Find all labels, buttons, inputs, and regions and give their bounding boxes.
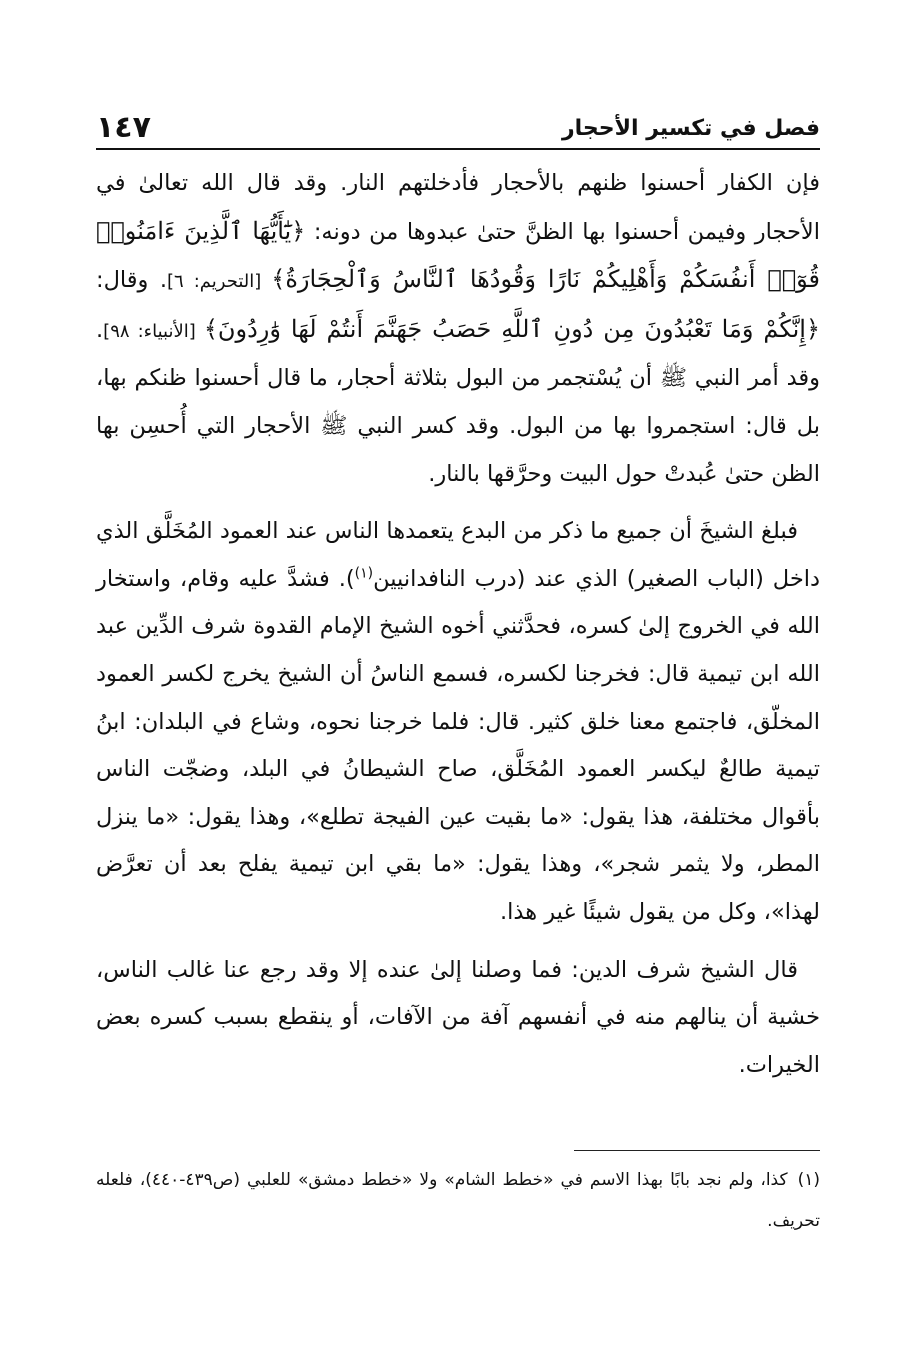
footnote-text: كذا، ولم نجد بابًا بهذا الاسم في «خطط الشام» ولا «خطط دمشق» للعلبي (ص٤٣٩-٤٤٠)، فلعله تحريف. [96, 1170, 820, 1231]
paragraph-1-text-a: فإن الكفار أحسنوا ظنهم بالأحجار فأدخلتهم النار. وقد قال الله تعالىٰ في الأحجار وفيمن أحسنوا بها الظنَّ حتىٰ عبدوها من دونه: [96, 170, 821, 245]
footnotes [96, 1160, 820, 1242]
running-title: فصل في تكسير الأحجار [561, 116, 820, 141]
paragraph-2-text-a: فبلغ الشيخَ أن جميع ما ذكر من البدع يتعمدها الناس عند العمود المُخَلَّق الذي داخل (الباب الصغير) الذي عند (درب النافدانيين [96, 518, 821, 592]
footnote-1 [96, 1160, 820, 1242]
quran-reference-2: [الأنبياء: ٩٨] [103, 320, 204, 342]
paragraph-2 [96, 508, 820, 936]
paragraph-1 [96, 160, 820, 498]
main-text [96, 160, 820, 1089]
quran-reference-1: [التحريم: ٦] [167, 271, 272, 293]
quran-verse-1: ﴿يَٰٓأَيُّهَا ٱلَّذِينَ ءَامَنُوا۟ قُوٓا۟ أَنفُسَكُمْ وَأَهْلِيكُمْ نَارًا وَقُودُهَا ٱلنَّاسُ وَٱلْحِجَارَةُ﴾ [96, 216, 820, 294]
paragraph-1-text-c: . وقد أمر النبي ﷺ أن يُسْتجمر من البول بثلاثة أحجار، ما قال أحسنوا ظنكم بها، بل قال: استجمروا بها من البول. وقد كسر النبي ﷺ الأحجار التي أُحسِن بها الظن حتىٰ عُبدتْ حول البيت وحرَّقها بالنار. [96, 316, 820, 487]
footnote-divider [574, 1150, 820, 1151]
quran-verse-2: ﴿إِنَّكُمْ وَمَا تَعْبُدُونَ مِن دُونِ ٱللَّهِ حَصَبُ جَهَنَّمَ أَنتُمْ لَهَا وَٰرِدُونَ﴾ [203, 314, 821, 343]
footnote-marker: (١) [797, 1170, 820, 1190]
paragraph-1-text-b: . وقال: [96, 267, 167, 294]
paragraph-2-text-b: ). فشدَّ عليه وقام، واستخار الله في الخروج إلىٰ كسره، فحدَّثني أخوه الشيخ الإمام القدوة شرف الدِّين عبد الله ابن تيمية قال: فخرجنا لكسره، فسمع الناسُ أن الشيخ يخرج لكسر العمود المخلّق، فاجتمع معنا خلق كثير. قال: فلما خرجنا نحوه، وشاع في البلدان: ابنُ تيمية طالعٌ ليكسر العمود المُخَلَّق، صاح الشيطانُ في البلد، وضجّت الناس بأقوال مختلفة، هذا يقول: «ما بقيت عين الفيجة تطلع»، وهذا يقول: «ما ينزل المطر، ولا يثمر شجر»، وهذا يقول: «ما بقي ابن تيمية يفلح بعد أن تعرَّض لهذا»، وكل من يقول شيئًا غير هذا. [96, 565, 820, 925]
paragraph-3: قال الشيخ شرف الدين: فما وصلنا إلىٰ عنده إلا وقد رجع عنا غالب الناس، خشية أن ينالهم منه في أنفسهم آفة من الآفات، أو ينقطع بسبب كسره بعض الخيرات. [96, 956, 820, 1078]
page-header [96, 104, 820, 150]
footnote-reference[interactable]: (١) [354, 565, 374, 582]
page-number: ١٤٧ [96, 110, 151, 145]
